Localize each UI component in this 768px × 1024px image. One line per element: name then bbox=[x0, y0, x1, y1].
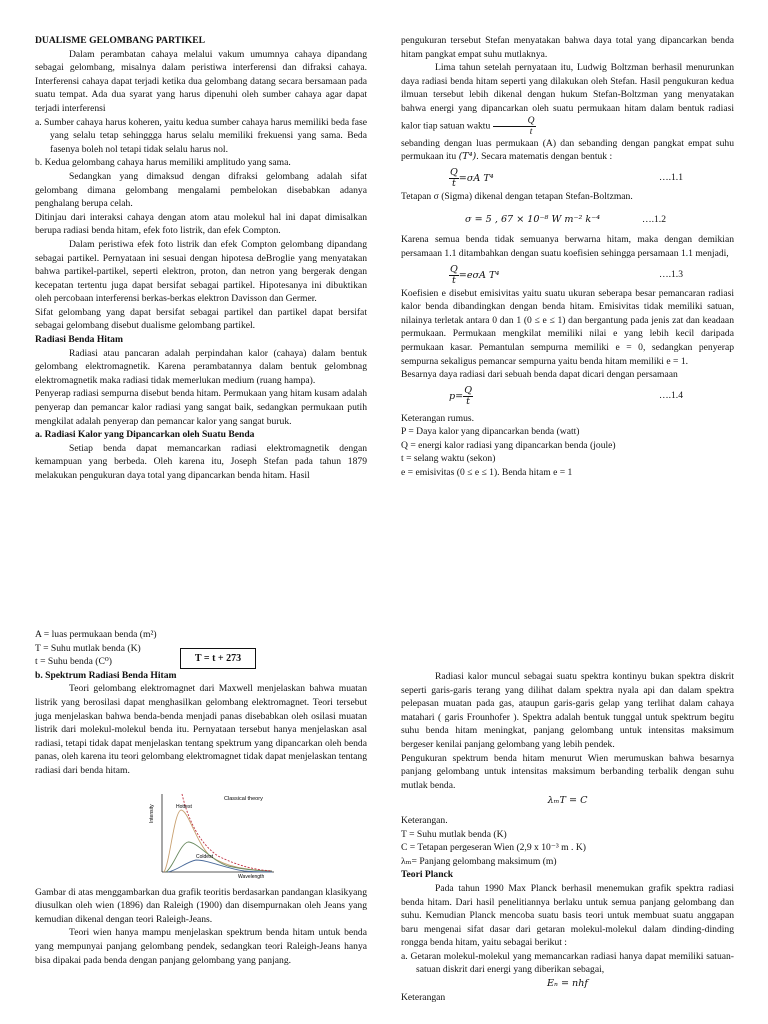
equation-1-1: $\frac{Q}{t}$ =σA T⁴ ….1.1 bbox=[450, 166, 683, 189]
list-item: a. Sumber cahaya harus koheren, yaitu kedua sumber cahaya harus memiliki beda fase yang selalu tetap sehinggga harus selalu memiliki frekuensi yang sama. Beda fasenya boleh nol tetapi tidak selalu harus nol. bbox=[35, 116, 367, 155]
paragraph: sebanding dengan luas permukaan (A) dan sebanding dengan pangkat empat suhu permukaan itu (T⁴). Secara matematis dengan bentuk : bbox=[401, 137, 734, 163]
column-1 bbox=[35, 34, 367, 483]
legend-line: t = selang waktu (sekon) bbox=[401, 453, 496, 465]
legend-line: C = Tetapan pergeseran Wien (2,9 x 10⁻³ m . K) bbox=[401, 842, 586, 854]
paragraph: Radiasi atau pancaran adalah perpindahan kalor (cahaya) dalam bentuk gelombang elektromagnetik. Karena perambatannya dalam bentuk gelombnag elektromagnetik maka radiasi tidak memerlukan medium (ruang hampa). bbox=[35, 347, 367, 386]
formula-box: T = t + 273 bbox=[180, 648, 256, 669]
x-axis-label: Wavelength bbox=[238, 874, 265, 880]
hottest-curve bbox=[164, 810, 272, 872]
paragraph: Karena semua benda tidak semuanya berwarna hitam, maka dengan demikian persamaan 1.1 ditambahkan dengan suatu koefisien sehingga persamaan 1.1 menjadi, bbox=[401, 234, 734, 259]
y-axis-label: Intensity bbox=[149, 804, 155, 823]
paragraph: Koefisien e disebut emisivitas yaitu suatu ukuran seberapa besar pemancaran radiasi kalor benda dibandingkan dengan benda hitam. Emisivitas tidak memiliki satuan, nilainya terletak antara 0 dan 1 (0 ≤ e ≤ 1) dan bergantung pada jenis zat dan keadaan permukaan. Permukaan mengkilat memiliki nilai e yang lebih kecil daripada permukaan kasar. Pemantulan sempurna memiliki e = 0, sedangkan penyerap sempurna sekaligus pemancar sempurna yaitu benda hitam memiliki e = 1. bbox=[401, 287, 734, 367]
paragraph: Pada tahun 1990 Max Planck berhasil menemukan grafik spektra radiasi benda hitam. Dari hasil penelitiannya berlaku untuk semua panjang gelombang dan suhu. Kemudian Planck mencoba suatu basis teori untuk membuat suatu anggapan baru mengenai sifat dasar dari getaran molekul-molekul dalam dinding-dinding rongga benda hitam, yaitu sebagai berikut : bbox=[401, 882, 734, 949]
subheading: b. Spektrum Radiasi Benda Hitam bbox=[35, 669, 177, 681]
section-heading: DUALISME GELOMBANG PARTIKEL bbox=[35, 35, 206, 46]
blackbody-graph bbox=[148, 792, 276, 880]
legend-line: Q = energi kalor radiasi yang dipancarkan benda (joule) bbox=[401, 439, 616, 451]
legend-line: A = luas permukaan benda (m²) bbox=[35, 629, 157, 640]
equation-1-3: $\frac{Q}{t}$ =eσA T⁴ ….1.3 bbox=[450, 263, 683, 286]
legend-line: T = Suhu mutlak benda (K) bbox=[35, 642, 141, 654]
column-2 bbox=[401, 34, 734, 480]
paragraph: Radiasi kalor muncul sebagai suatu spektra kontinyu bukan spektra diskrit seperti garis-garis terang yang dilihat dalam spektra nyala api dan dalam spektra pelepasan muatan pada gas, ataupun garis-garis gelap yang terlihat dalam cahaya matahari ( garis Frounhofer ). Spektra adalah bentuk tunggal untuk spektrum begitu suhu benda hitam meningkat, panjang gelombang untuk intensitas maksimum bergeser kenilai panjang gelombang yang lebih pendek. bbox=[401, 671, 734, 750]
paragraph: Teori gelombang elektromagnet dari Maxwell menjelaskan bahwa muatan listrik yang berosilasi dapat menghasilkan gelombang elektromagnet. Teori tersebut juga menjelaskan bahwa benda-benda menjadi panas disebabkan oleh osilasi muatan listrik dari molekul-molekul benda itu. Pernyataan tersebut hanya menjelaskan asal radiasi, tetapi tidak dapat menjelaskan tentang spektrum yang dipancarkan oleh benda panas, oleh karena itu teori gelombang elektromagnet tidak dapat menjelaskan tentang radiasi dari benda hitam. bbox=[35, 683, 367, 776]
legend-line: T = Suhu mutlak benda (K) bbox=[401, 828, 507, 840]
column-4 bbox=[401, 670, 734, 1004]
paragraph: Dalam perambatan cahaya melalui vakum umumnya cahaya dipandang sebagai gelombang, misalnya dalam peristiwa interferensi dan difraksi cahaya. Interferensi cahaya dapat terjadi ketika dua gelombang datang secara bersamaan pada suatu tempat. Ada dua syarat yang harus dipenuhi oleh sumber cahaya agar dapat terjadi interferensi bbox=[35, 48, 367, 114]
legend-line: Keterangan bbox=[401, 991, 446, 1003]
subheading: a. Radiasi Kalor yang Dipancarkan oleh Suatu Benda bbox=[35, 429, 255, 441]
paragraph: Sedangkan yang dimaksud dengan difraksi gelombang adalah sifat gelombang dimana gelombang mengalami pembelokan disebabkan adanya penghalang berupa celah. bbox=[35, 170, 367, 210]
paragraph: Penyerap radiasi sempurna disebut benda hitam. Permukaan yang hitam kusam adalah penyerap dan pemancar kalor radiasi yang sangat baik, sedangkan permukaan putih mengkilat adalah penyerap dan pemancar kalor yang sangat buruk. bbox=[35, 388, 367, 427]
hottest-label: Hottest bbox=[176, 804, 192, 810]
legend-line: P = Daya kalor yang dipancarkan benda (watt) bbox=[401, 426, 580, 438]
fraction-q-over-t: $\frac{Q}{t}$ bbox=[493, 116, 536, 137]
planck-equation: Eₙ = nhf bbox=[547, 978, 588, 990]
paragraph: Setiap benda dapat memancarkan radiasi elektromagnetik dengan kemampuan yang berbeda. Oleh karena itu, Joseph Stefan pada tahun 1879 melakukan pengukuran daya total yang dipancarkan benda hitam. Hasil bbox=[35, 442, 367, 481]
legend-line: Keterangan rumus. bbox=[401, 412, 474, 424]
paragraph: Dalam peristiwa efek foto listrik dan efek Compton gelombang dipandang sebagai partikel. Pernyataan ini sesuai dengan hipotesa deBroglie yang menyatakan bahwa partikel-partikel, seperti elektron, proton, dan netron yang bergerak dengan kecepatan tertentu juga dapat bersifat sebagai partikel. Hipotesanya ini dibuktikan oleh percobaan interferensi berkas-berkas elektron Davisson dan Germer. bbox=[35, 238, 367, 305]
paragraph: Sifat gelombang yang dapat bersifat sebagai partikel dan partikel dapat bersifat sebagai gelombang disebut dualisme gelombang partikel. bbox=[35, 306, 367, 332]
list-item: b. Kedua gelombang cahaya harus memiliki amplitudo yang sama. bbox=[35, 157, 291, 169]
paragraph: Tetapan σ (Sigma) dikenal dengan tetapan Stefan-Boltzman. bbox=[401, 190, 633, 202]
wien-equation: λₘT = C bbox=[547, 795, 588, 807]
legend-line: t = Suhu benda (C⁰) bbox=[35, 656, 112, 668]
paragraph: Gambar di atas menggambarkan dua grafik teoritis berdasarkan pandangan klasikyang diusulkan oleh wien (1896) dan Raleigh (1900) dan disempurnakan oleh Jeans yang kemudian dikenal dengan teori Raleigh-Jeans. bbox=[35, 886, 367, 925]
subheading: Radiasi Benda Hitam bbox=[35, 334, 123, 346]
subheading: Teori Planck bbox=[401, 869, 454, 881]
classical-label: Classical theory bbox=[224, 796, 263, 802]
list-item: a. Getaran molekul-molekul yang memancarkan radiasi hanya dapat memiliki satuan-satuan diskrit dari energi yang diberikan sebagai, bbox=[401, 950, 734, 976]
legend-line: λₘ= Panjang gelombang maksimum (m) bbox=[401, 855, 557, 867]
legend-line: Keterangan. bbox=[401, 814, 448, 826]
paragraph: Pengukuran spektrum benda hitam menurut Wien merumuskan bahwa besarnya panjang gelombang untuk intensitas maksimum berbanding terbalik dengan suhu mutlak benda. bbox=[401, 752, 734, 791]
paragraph: Teori wien hanya mampu menjelaskan spektrum benda hitam untuk benda yang mempunyai panjang gelombang pendek, sedangkan teori Raleigh-Jeans hanya bisa dipakai pada benda dengan panjang gelombang yang panjang. bbox=[35, 927, 367, 966]
coldest-label: Coldest bbox=[196, 854, 213, 860]
paragraph: pengukuran tersebut Stefan menyatakan bahwa daya total yang dipancarkan benda hitam pangkat empat suhu mutlaknya. bbox=[401, 35, 734, 60]
paragraph: Lima tahun setelah pernyataan itu, Ludwig Boltzman berhasil menurunkan daya radiasi benda hitam seperti yang dilakukan oleh Stefan. Hasil pengukuran kedua ilmuan tersebut lebih dikenal dengan hukum Stefan-Boltzman yang menyatakan bahwa energi yang dipancarkan oleh suatu permukaan hitam dalam bentuk radiasi kalor tiap satuan waktu $\frac{Q}{t}$ bbox=[401, 62, 734, 137]
equation-1-4: p= $\frac{Q}{t}$ ….1.4 bbox=[449, 384, 683, 407]
paragraph: Besarnya daya radiasi dari sebuah benda dapat dicari dengan persamaan bbox=[401, 369, 678, 381]
paragraph: Ditinjau dari interaksi cahaya dengan atom atau molekul hal ini dapat dimisalkan berupa radiasi benda hitam, efek foto listrik, dan efek Compton. bbox=[35, 211, 367, 237]
middle-curve bbox=[166, 842, 272, 872]
equation-1-2: σ = 5 , 67 × 10⁻⁸ W m⁻² k⁻⁴ ….1.2 bbox=[465, 214, 666, 226]
legend-line: e = emisivitas (0 ≤ e ≤ 1). Benda hitam e = 1 bbox=[401, 467, 573, 479]
